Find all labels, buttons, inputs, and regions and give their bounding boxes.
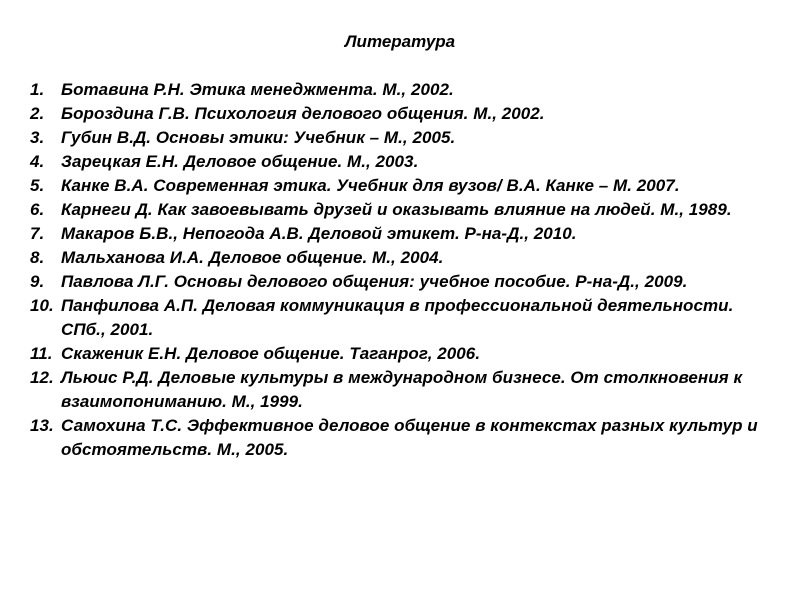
list-item-text: Зарецкая Е.Н. Деловое общение. М., 2003. bbox=[61, 152, 419, 171]
page-title: Литература bbox=[344, 32, 456, 51]
list-item-text: Ботавина Р.Н. Этика менеджмента. М., 2002. bbox=[61, 80, 454, 99]
list-item-text: Губин В.Д. Основы этики: Учебник – М., 2005. bbox=[61, 128, 456, 147]
list-item-number: 7. bbox=[30, 224, 45, 243]
list-item-number: 4. bbox=[30, 152, 45, 171]
list-item-text: Канке В.А. Современная этика. Учебник для вузов/ В.А. Канке – М. 2007. bbox=[61, 176, 680, 195]
list-item-text: Карнеги Д. Как завоевывать друзей и оказывать влияние на людей. М., 1989. bbox=[61, 200, 732, 219]
list-item-number: 10. bbox=[30, 296, 54, 315]
list-item bbox=[30, 414, 775, 462]
list-item bbox=[30, 222, 775, 246]
list-item-text: Льюис Р.Д. Деловые культуры в международном бизнесе. От столкновения к взаимопониманию. М., 1999. bbox=[61, 368, 743, 411]
list-item-number: 1. bbox=[30, 80, 45, 99]
list-item-text: Мальханова И.А. Деловое общение. М., 2004. bbox=[61, 248, 444, 267]
list-item-number: 12. bbox=[30, 368, 54, 387]
reference-list bbox=[30, 78, 775, 462]
list-item bbox=[30, 246, 775, 270]
list-item bbox=[30, 366, 775, 414]
list-item-text: Самохина Т.С. Эффективное деловое общение в контекстах разных культур и обстоятельств. М., 2005. bbox=[61, 416, 758, 459]
list-item bbox=[30, 198, 775, 222]
list-item bbox=[30, 126, 775, 150]
list-item-text: Павлова Л.Г. Основы делового общения: учебное пособие. Р-на-Д., 2009. bbox=[61, 272, 688, 291]
list-item bbox=[30, 78, 775, 102]
list-item-number: 6. bbox=[30, 200, 45, 219]
list-item-number: 2. bbox=[30, 104, 45, 123]
list-item-text: Макаров Б.В., Непогода А.В. Деловой этикет. Р-на-Д., 2010. bbox=[61, 224, 577, 243]
list-item-text: Скаженик Е.Н. Деловое общение. Таганрог, 2006. bbox=[61, 344, 481, 363]
list-item-text: Бороздина Г.В. Психология делового общения. М., 2002. bbox=[61, 104, 545, 123]
list-item bbox=[30, 294, 775, 342]
list-item bbox=[30, 342, 775, 366]
list-item-number: 11. bbox=[30, 344, 53, 363]
list-item-number: 13. bbox=[30, 416, 54, 435]
list-item bbox=[30, 270, 775, 294]
list-item bbox=[30, 102, 775, 126]
list-item-text: Панфилова А.П. Деловая коммуникация в профессиональной деятельности. СПб., 2001. bbox=[61, 296, 734, 339]
list-item-number: 5. bbox=[30, 176, 45, 195]
list-item-number: 8. bbox=[30, 248, 45, 267]
list-item-number: 3. bbox=[30, 128, 45, 147]
list-item bbox=[30, 174, 775, 198]
list-item-number: 9. bbox=[30, 272, 45, 291]
list-item bbox=[30, 150, 775, 174]
